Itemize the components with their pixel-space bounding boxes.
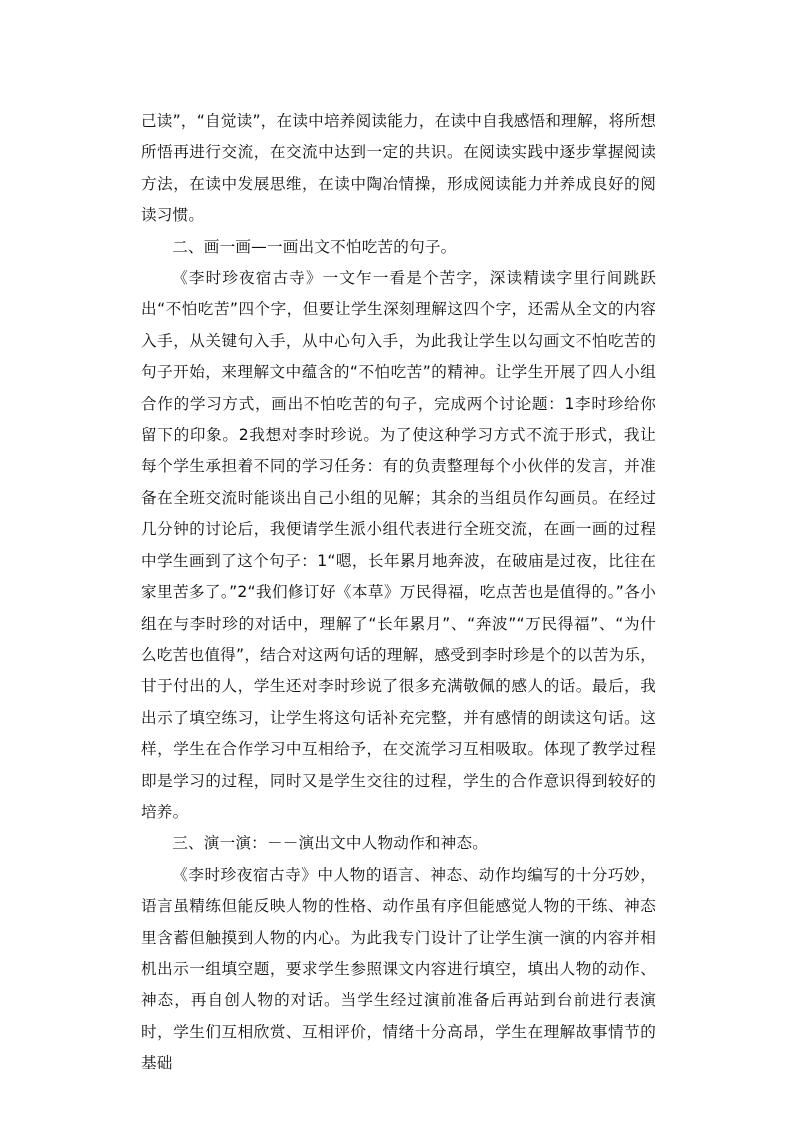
section-heading-act: 三、演一演：－－演出文中人物动作和神态。 [172, 834, 489, 853]
document-body [141, 106, 656, 1080]
paragraph-draw-activity: 《李时珍夜宿古寺》一文乍一看是个苦字，深读精读字里行间跳跃出“不怕吃苦”四个字，但要让学生深刻理解这四个字，还需从全文的内容入手，从关键句入手，从中心句入手，为此我让学生以勾画文不怕吃苦的句子开始，来理解文中蕴含的“不怕吃苦”的精神。让学生开展了四人小组合作的学习方式，画出不怕吃苦的句子，完成两个讨论题：1李时珍给你留下的印象。2我想对李时珍说。为了使这种学习方式不流于形式，我让每个学生承担着不同的学习任务：有的负责整理每个小伙伴的发言，并准备在全班交流时能谈出自己小组的见解；其余的当组员作勾画员。在经过几分钟的讨论后，我便请学生派小组代表进行全班交流，在画一画的过程中学生画到了这个句子：1“嗯，长年累月地奔波，在破庙是过夜，比往在家里苦多了。”2“我们修订好《本草》万民得福，吃点苦也是值得的。”各小组在与李时珍的对话中，理解了“长年累月”、“奔波”“万民得福”、“为什么吃苦也值得”，结合对这两句话的理解，感受到李时珍是个的以苦为乐，甘于付出的人，学生还对李时珍说了很多充满敬佩的感人的话。最后，我出示了填空练习，让学生将这句话补充完整，并有感情的朗读这句话。这样，学生在合作学习中互相给予，在交流学习互相吸取。体现了教学过程即是学习的过程，同时又是学生交往的过程，学生的合作意识得到较好的培养。 [141, 269, 656, 821]
section-heading-draw: 二、画一画—一画出文不怕吃苦的句子。 [172, 237, 457, 256]
paragraph-continuation: 己读”，“自觉读”，在读中培养阅读能力，在读中自我感悟和理解，将所想所悟再进行交流，在交流中达到一定的共识。在阅读实践中逐步掌握阅读方法，在读中发展思维，在读中陶冶情操，形成阅读能力并养成良好的阅读习惯。 [141, 112, 656, 225]
paragraph-act-activity: 《李时珍夜宿古寺》中人物的语言、神态、动作均编写的十分巧妙，语言虽精练但能反映人物的性格、动作虽有序但能感觉人物的干练、神态里含蓄但触摸到人物的内心。为此我专门设计了让学生演一演的内容并相机出示一组填空题，要求学生参照课文内容进行填空，填出人物的动作、神态，再自创人物的对话。当学生经过演前准备后再站到台前进行表演时，学生们互相欣赏、互相评价，情绪十分高昂，学生在理解故事情节的基础 [141, 865, 656, 1073]
